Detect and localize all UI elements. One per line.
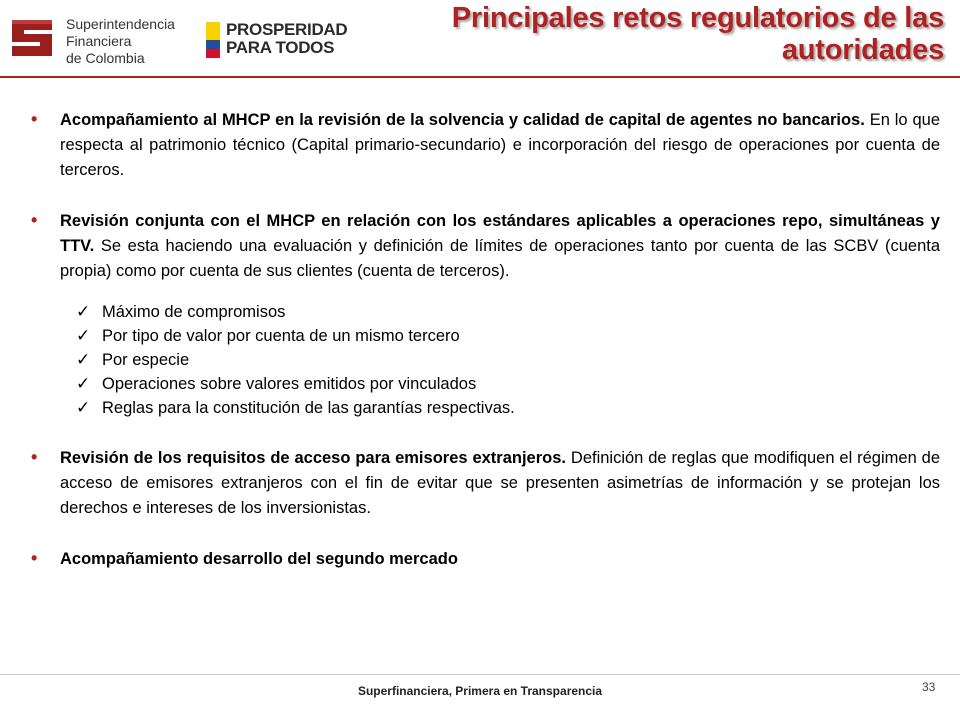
bullet-text: Definición de reglas que modifiquen el régimen de acceso de emisores extranjeros con el fin de evitar que se presenten asimetrías de información y se protejan los derechos e intereses de los inversionistas. xyxy=(60,449,940,517)
slide-title-line-1: Principales retos regulatorios de las xyxy=(451,2,944,34)
footer-tagline: Superfinanciera, Primera en Transparencia xyxy=(357,684,603,698)
prosperidad-wordmark xyxy=(226,21,347,57)
bullet-dot-icon: • xyxy=(31,548,38,568)
superfinanciera-logo xyxy=(6,8,178,68)
superfinanciera-emblem-icon xyxy=(6,12,58,64)
slide-title-line-2: autoridades xyxy=(781,34,944,66)
flag-yellow-band xyxy=(206,22,220,40)
bullet-item xyxy=(28,446,940,521)
superfinanciera-wordmark xyxy=(66,16,175,67)
bullet-dot-icon: • xyxy=(31,447,38,467)
bullet-heading: Acompañamiento desarrollo del segundo mercado xyxy=(60,550,458,568)
checkmark-icon: ✓ xyxy=(76,398,91,417)
prosperidad-line-1: PROSPERIDAD xyxy=(226,20,348,39)
prosperidad-line-2: PARA TODOS xyxy=(226,38,335,57)
slide-header xyxy=(0,0,960,80)
bullet-heading: Acompañamiento al MHCP en la revisión de la solvencia y calidad de capital de agentes no bancarios. xyxy=(60,111,865,129)
bullet-text: En lo que respecta al patrimonio técnico (Capital primario-secundario) e incorporación del riesgo de operaciones por cuenta de terceros. xyxy=(60,111,940,179)
colombia-flag-icon xyxy=(206,22,220,58)
bullet-text: Se esta haciendo una evaluación y definición de límites de operaciones tanto por cuenta de las SCBV (cuenta propia) como por cuenta de sus clientes (cuenta de terceros). xyxy=(60,237,940,280)
bullet-item xyxy=(28,209,940,284)
checklist-text: Por tipo de valor por cuenta de un mismo tercero xyxy=(102,327,460,345)
footer-divider xyxy=(0,674,960,675)
prosperidad-logo xyxy=(206,20,356,60)
flag-blue-band xyxy=(206,40,220,49)
bullet-heading: Revisión conjunta con el MHCP en relación con los estándares aplicables a operaciones repo, simultáneas y TTV. xyxy=(60,212,940,255)
checkmark-icon: ✓ xyxy=(76,374,91,393)
checkmark-icon: ✓ xyxy=(76,350,91,369)
slide-body xyxy=(28,108,940,598)
checkmark-icon: ✓ xyxy=(76,302,91,321)
bullet-item xyxy=(28,547,940,572)
checklist-text: Reglas para la constitución de las garantías respectivas. xyxy=(102,399,515,417)
logo-line-3: de Colombia xyxy=(66,50,145,66)
header-divider xyxy=(0,76,960,78)
slide-title xyxy=(384,2,944,66)
page-number: 33 xyxy=(922,680,936,694)
bullet-dot-icon: • xyxy=(31,109,38,129)
bullet-item xyxy=(28,108,940,183)
bullet-dot-icon: • xyxy=(31,210,38,230)
checklist-item xyxy=(76,396,940,420)
checklist-text: Máximo de compromisos xyxy=(102,303,286,321)
checklist-item xyxy=(76,324,940,348)
checklist-item xyxy=(76,300,940,324)
checklist-item xyxy=(76,372,940,396)
bullet-heading: Revisión de los requisitos de acceso para emisores extranjeros. xyxy=(60,449,566,467)
checkmark-icon: ✓ xyxy=(76,326,91,345)
logo-line-2: Financiera xyxy=(66,33,132,49)
flag-red-band xyxy=(206,49,220,58)
logo-line-1: Superintendencia xyxy=(66,16,175,32)
checklist-item xyxy=(76,348,940,372)
checklist-text: Operaciones sobre valores emitidos por vinculados xyxy=(102,375,477,393)
checklist xyxy=(76,300,940,420)
checklist-text: Por especie xyxy=(102,351,190,369)
